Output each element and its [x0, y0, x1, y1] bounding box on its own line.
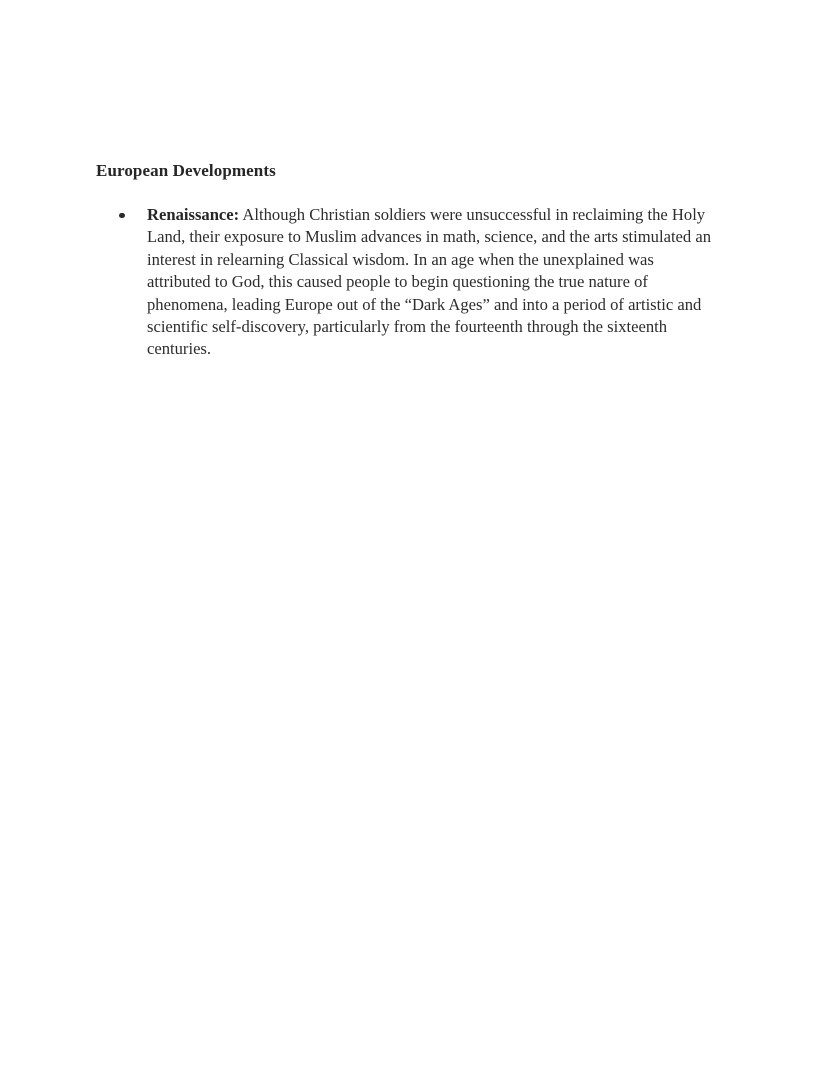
list-item-body: Although Christian soldiers were unsuccessful in reclaiming the Holy Land, their exposure to Muslim advances in math, science, and the arts stimulated an interest in relearning Classical wisdom. In an age when the unexplained was attributed to God, this caused people to begin questioning the true nature of phenomena, leading Europe out of the “Dark Ages” and into a period of artistic and scientific self-discovery, particularly from the fourteenth through the sixteenth centuries.: [147, 205, 712, 359]
list-item-lead-in: Renaissance:: [147, 205, 240, 224]
list-item: [96, 204, 719, 361]
document-content: [96, 160, 736, 361]
bullet-point-icon: [119, 213, 125, 219]
page-title: European Developments: [96, 161, 276, 180]
bullet-list: [96, 204, 736, 361]
